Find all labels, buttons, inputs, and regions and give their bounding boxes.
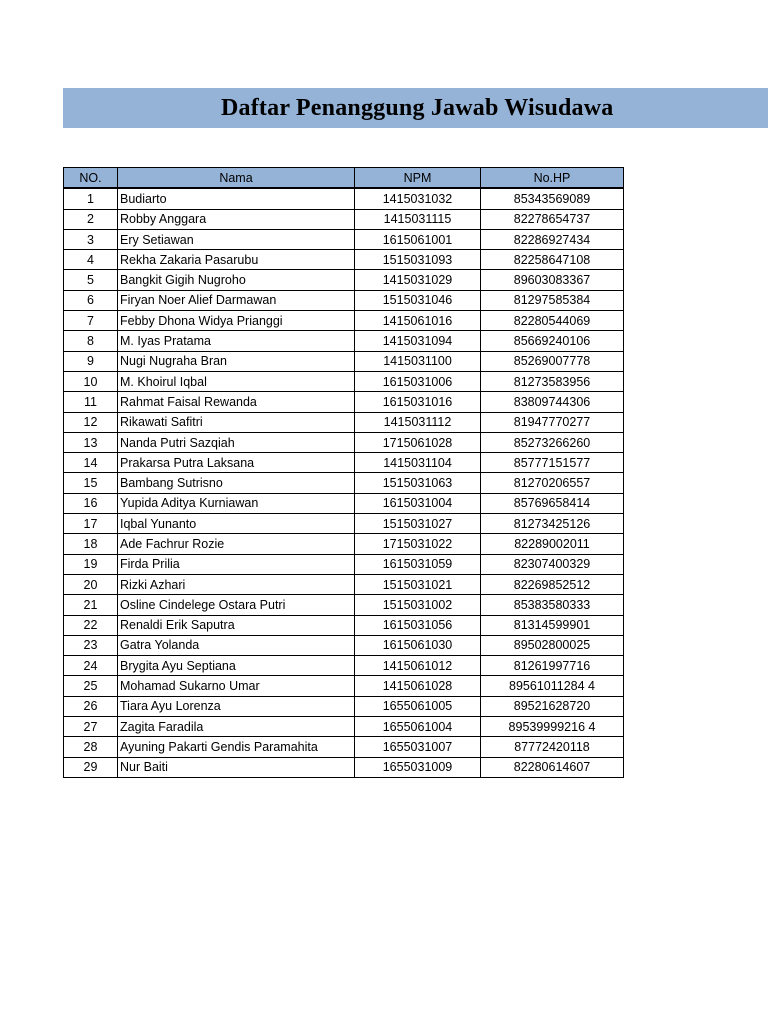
cell-no: 15 (64, 473, 118, 493)
cell-nama: Zagita Faradila (118, 717, 355, 737)
cell-no: 27 (64, 717, 118, 737)
table-row (64, 757, 624, 777)
cell-hp: 82286927434 (481, 229, 624, 249)
cell-npm: 1415031112 (355, 412, 481, 432)
cell-npm: 1415031029 (355, 270, 481, 290)
cell-no: 17 (64, 514, 118, 534)
cell-hp: 82278654737 (481, 209, 624, 229)
cell-no: 2 (64, 209, 118, 229)
cell-no: 11 (64, 392, 118, 412)
cell-nama: Mohamad Sukarno Umar (118, 676, 355, 696)
cell-no: 22 (64, 615, 118, 635)
cell-nama: Budiarto (118, 188, 355, 209)
cell-no: 18 (64, 534, 118, 554)
table-row (64, 554, 624, 574)
table-row (64, 473, 624, 493)
cell-no: 28 (64, 737, 118, 757)
cell-nama: Ery Setiawan (118, 229, 355, 249)
table-row (64, 534, 624, 554)
cell-npm: 1515031093 (355, 250, 481, 270)
cell-hp: 85269007778 (481, 351, 624, 371)
cell-hp: 81314599901 (481, 615, 624, 635)
cell-nama: Nugi Nugraha Bran (118, 351, 355, 371)
cell-nama: Yupida Aditya Kurniawan (118, 493, 355, 513)
cell-npm: 1715061028 (355, 432, 481, 452)
header-row (64, 168, 624, 189)
cell-npm: 1655031009 (355, 757, 481, 777)
cell-no: 6 (64, 290, 118, 310)
table-row (64, 331, 624, 351)
cell-npm: 1655031007 (355, 737, 481, 757)
cell-no: 1 (64, 188, 118, 209)
cell-nama: Rahmat Faisal Rewanda (118, 392, 355, 412)
cell-nama: Febby Dhona Widya Prianggi (118, 311, 355, 331)
cell-no: 3 (64, 229, 118, 249)
cell-nama: Firda Prilia (118, 554, 355, 574)
cell-hp: 89502800025 (481, 635, 624, 655)
cell-nama: Prakarsa Putra Laksana (118, 453, 355, 473)
cell-hp: 82258647108 (481, 250, 624, 270)
cell-npm: 1615031059 (355, 554, 481, 574)
cell-no: 24 (64, 656, 118, 676)
cell-nama: Osline Cindelege Ostara Putri (118, 595, 355, 615)
cell-nama: Bangkit Gigih Nugroho (118, 270, 355, 290)
cell-npm: 1415031094 (355, 331, 481, 351)
table-row (64, 696, 624, 716)
cell-nama: Robby Anggara (118, 209, 355, 229)
cell-no: 10 (64, 371, 118, 391)
cell-no: 14 (64, 453, 118, 473)
table-row (64, 412, 624, 432)
header-hp: No.HP (481, 168, 624, 189)
cell-nama: Tiara Ayu Lorenza (118, 696, 355, 716)
cell-no: 9 (64, 351, 118, 371)
header-nama: Nama (118, 168, 355, 189)
table-row (64, 311, 624, 331)
cell-nama: Rikawati Safitri (118, 412, 355, 432)
header-npm: NPM (355, 168, 481, 189)
cell-npm: 1515031063 (355, 473, 481, 493)
cell-hp: 81297585384 (481, 290, 624, 310)
cell-no: 4 (64, 250, 118, 270)
cell-npm: 1415061028 (355, 676, 481, 696)
cell-npm: 1615031016 (355, 392, 481, 412)
cell-hp: 89603083367 (481, 270, 624, 290)
cell-npm: 1615061030 (355, 635, 481, 655)
table-row (64, 737, 624, 757)
table-row (64, 250, 624, 270)
cell-no: 8 (64, 331, 118, 351)
cell-hp: 82307400329 (481, 554, 624, 574)
cell-nama: Bambang Sutrisno (118, 473, 355, 493)
table-row (64, 574, 624, 594)
header-no: NO. (64, 168, 118, 189)
cell-npm: 1415031115 (355, 209, 481, 229)
cell-hp: 82280614607 (481, 757, 624, 777)
cell-hp: 81270206557 (481, 473, 624, 493)
cell-npm: 1515031021 (355, 574, 481, 594)
table-row (64, 209, 624, 229)
cell-no: 12 (64, 412, 118, 432)
cell-npm: 1515031002 (355, 595, 481, 615)
cell-hp: 89561011284 4 (481, 676, 624, 696)
cell-hp: 85343569089 (481, 188, 624, 209)
cell-nama: Rekha Zakaria Pasarubu (118, 250, 355, 270)
cell-nama: Gatra Yolanda (118, 635, 355, 655)
table-row (64, 656, 624, 676)
cell-hp: 81273583956 (481, 371, 624, 391)
cell-npm: 1615061001 (355, 229, 481, 249)
cell-no: 5 (64, 270, 118, 290)
cell-no: 19 (64, 554, 118, 574)
table-row (64, 392, 624, 412)
cell-no: 26 (64, 696, 118, 716)
cell-hp: 85669240106 (481, 331, 624, 351)
table-row (64, 188, 624, 209)
cell-no: 21 (64, 595, 118, 615)
cell-hp: 82269852512 (481, 574, 624, 594)
table-row (64, 615, 624, 635)
table-row (64, 351, 624, 371)
cell-npm: 1415061016 (355, 311, 481, 331)
cell-hp: 81947770277 (481, 412, 624, 432)
table-row (64, 635, 624, 655)
cell-npm: 1615031006 (355, 371, 481, 391)
cell-no: 23 (64, 635, 118, 655)
table-row (64, 432, 624, 452)
cell-nama: Iqbal Yunanto (118, 514, 355, 534)
table-row (64, 270, 624, 290)
cell-hp: 85769658414 (481, 493, 624, 513)
cell-npm: 1415031032 (355, 188, 481, 209)
table-row (64, 676, 624, 696)
cell-hp: 89521628720 (481, 696, 624, 716)
table-row (64, 493, 624, 513)
cell-hp: 81261997716 (481, 656, 624, 676)
cell-hp: 85383580333 (481, 595, 624, 615)
table-row (64, 717, 624, 737)
cell-nama: Renaldi Erik Saputra (118, 615, 355, 635)
cell-hp: 85273266260 (481, 432, 624, 452)
page-title: Daftar Penanggung Jawab Wisudawa (221, 95, 614, 121)
cell-no: 13 (64, 432, 118, 452)
cell-nama: M. Khoirul Iqbal (118, 371, 355, 391)
cell-hp: 89539999216 4 (481, 717, 624, 737)
cell-npm: 1515031046 (355, 290, 481, 310)
cell-hp: 81273425126 (481, 514, 624, 534)
cell-nama: Brygita Ayu Septiana (118, 656, 355, 676)
table-row (64, 453, 624, 473)
cell-npm: 1655061004 (355, 717, 481, 737)
cell-nama: Rizki Azhari (118, 574, 355, 594)
cell-no: 29 (64, 757, 118, 777)
cell-nama: Nur Baiti (118, 757, 355, 777)
cell-npm: 1415031104 (355, 453, 481, 473)
table-row (64, 290, 624, 310)
cell-no: 25 (64, 676, 118, 696)
cell-nama: Nanda Putri Sazqiah (118, 432, 355, 452)
cell-npm: 1715031022 (355, 534, 481, 554)
cell-no: 7 (64, 311, 118, 331)
cell-hp: 85777151577 (481, 453, 624, 473)
cell-npm: 1615031004 (355, 493, 481, 513)
title-banner (63, 88, 768, 128)
cell-hp: 82280544069 (481, 311, 624, 331)
cell-npm: 1615031056 (355, 615, 481, 635)
table-row (64, 371, 624, 391)
table-row (64, 595, 624, 615)
cell-nama: M. Iyas Pratama (118, 331, 355, 351)
cell-nama: Ayuning Pakarti Gendis Paramahita (118, 737, 355, 757)
cell-nama: Firyan Noer Alief Darmawan (118, 290, 355, 310)
cell-no: 20 (64, 574, 118, 594)
cell-npm: 1515031027 (355, 514, 481, 534)
roster-table (63, 167, 624, 778)
table-row (64, 229, 624, 249)
cell-nama: Ade Fachrur Rozie (118, 534, 355, 554)
cell-hp: 87772420118 (481, 737, 624, 757)
cell-npm: 1415061012 (355, 656, 481, 676)
table-row (64, 514, 624, 534)
cell-no: 16 (64, 493, 118, 513)
cell-npm: 1655061005 (355, 696, 481, 716)
roster-body (64, 188, 624, 777)
cell-hp: 82289002011 (481, 534, 624, 554)
cell-npm: 1415031100 (355, 351, 481, 371)
cell-hp: 83809744306 (481, 392, 624, 412)
